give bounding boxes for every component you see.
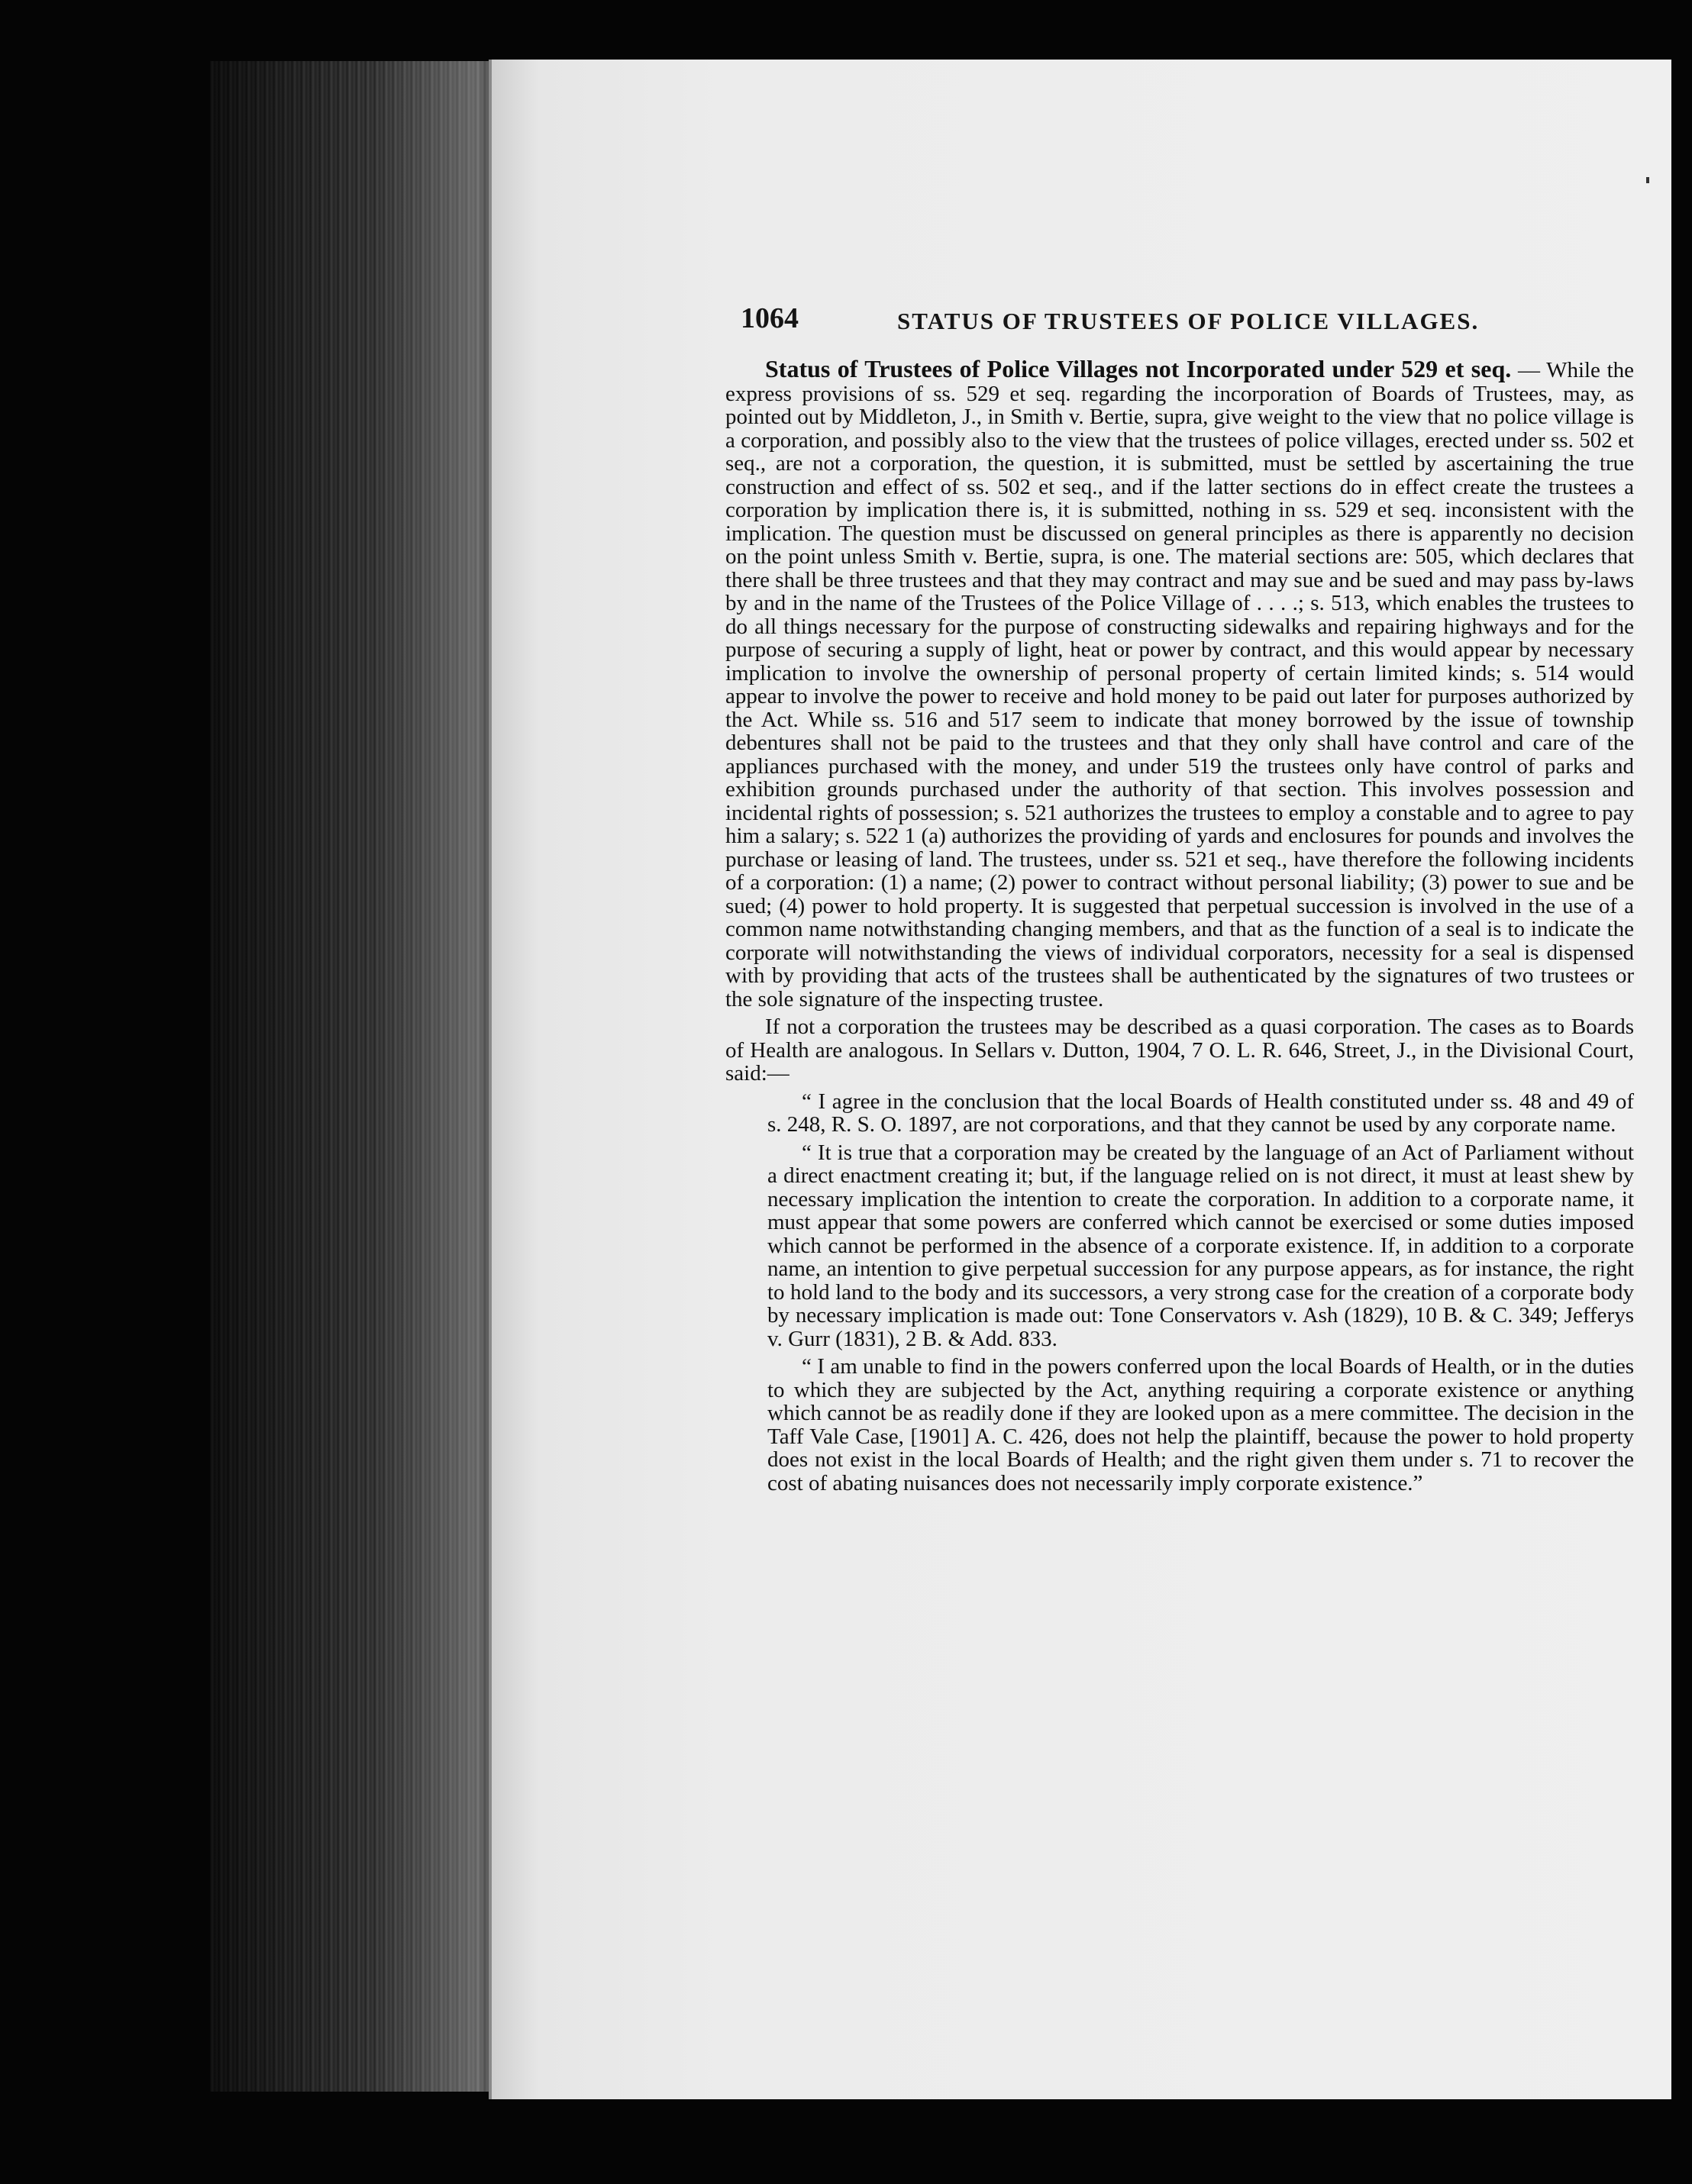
- quotation: “ I agree in the conclusion that the local Boards of Health constituted under ss. 48 and 49 of s. 248, R. S. O. 1897, are not corporations, and that they cannot be used by any corporate name.: [767, 1089, 1634, 1137]
- page-body: [725, 357, 1634, 1499]
- book-page-edges: [210, 61, 508, 2092]
- paragraph: [725, 357, 1634, 1011]
- paragraph-text: — While the express provisions of ss. 529 et seq. regarding the incorporation of Boards of Trustees, may, as pointed out by Middleton, J., in Smith v. Bertie, supra, give weight to the view that no police village is a corporation, and possibly also to the view that the trustees of police villages, erected under ss. 502 et seq., are not a corporation, the question, it is submitted, must be settled by ascertaining the true construction and effect of ss. 502 et seq., and if the latter sections do in effect create the trustees a corporation by implication there is, it is submitted, nothing in ss. 529 et seq. inconsistent with the implication. The question must be discussed on general principles as there is apparently no decision on the point unless Smith v. Bertie, supra, is one. The material sections are: 505, which declares that there shall be three trustees and that they may contract and may sue and be sued and may pass by-laws by and in the name of the Trustees of the Police Village of . . . .; s. 513, which enables the trustees to do all things necessary for the purpose of constructing sidewalks and repairing highways and for the purpose of securing a supply of light, heat or power by contract, and this would appear by necessary implication to involve the ownership of personal property of certain limited kinds; s. 514 would appear to involve the power to receive and hold money to be paid out later for purposes authorized by the Act. While ss. 516 and 517 seem to indicate that money borrowed by the issue of township debentures shall not be paid to the trustees and that they only shall have control and care of the appliances purchased with the money, and under 519 the trustees only have control of parks and exhibition grounds purchased under the authority of that section. This involves possession and incidental rights of possession; s. 521 authorizes the trustees to employ a constable and to agree to pay him a salary; s. 522 1 (a) authorizes the providing of yards and enclosures for pounds and involves the purchase or leasing of land. The trustees, under ss. 521 et seq., have therefore the following incidents of a corporation: (1) a name; (2) power to contract without personal liability; (3) power to sue and be sued; (4) power to hold property. It is suggested that perpetual succession is involved in the use of a common name notwithstanding changing members, and that as the function of a seal is to indicate the corporate will notwithstanding the views of individual corporators, necessity for a seal is dispensed with by providing that acts of the trustees shall be authenticated by the signatures of two trustees or the sole signature of the inspecting trustee.: [725, 358, 1635, 1011]
- quotation: “ I am unable to find in the powers conferred upon the local Boards of Health, or in the duties to which they are subjected by the Act, anything requiring a corporate existence or anything which cannot be as readily done if they are looked upon as a mere committee. The decision in the Taff Vale Case, [1901] A. C. 426, does not help the plaintiff, because the power to hold property does not exist in the local Boards of Health; and the right given them under s. 71 to recover the cost of abating nuisances does not necessarily imply corporate existence.”: [767, 1354, 1634, 1495]
- paragraph: If not a corporation the trustees may be described as a quasi corporation. The cases as to Boards of Health are analogous. In Sellars v. Dutton, 1904, 7 O. L. R. 646, Street, J., in the Divisional Court, said:—: [725, 1015, 1634, 1086]
- section-heading: Status of Trustees of Police Villages not Incorporated under 529 et seq.: [765, 355, 1512, 382]
- quotation: “ It is true that a corporation may be created by the language of an Act of Parliament without a direct enactment creating it; but, if the language relied on is not direct, it must at least shew by necessary implication the intention to create the corporation. In addition to a corporate name, it must appear that some powers are conferred which cannot be exercised or some duties imposed which cannot be performed in the absence of a corporate existence. If, in addition to a corporate name, an intention to give perpetual succession for any purpose appears, as for instance, the right to hold land to the body and its successors, a very strong case for the creation of a corporate body by necessary implication is made out: Tone Conservators v. Ash (1829), 10 B. & C. 349; Jefferys v. Gurr (1831), 2 B. & Add. 833.: [767, 1140, 1634, 1351]
- running-head: STATUS OF TRUSTEES OF POLICE VILLAGES.: [897, 308, 1480, 334]
- page-number: 1064: [741, 302, 799, 334]
- margin-speck: [1646, 177, 1649, 183]
